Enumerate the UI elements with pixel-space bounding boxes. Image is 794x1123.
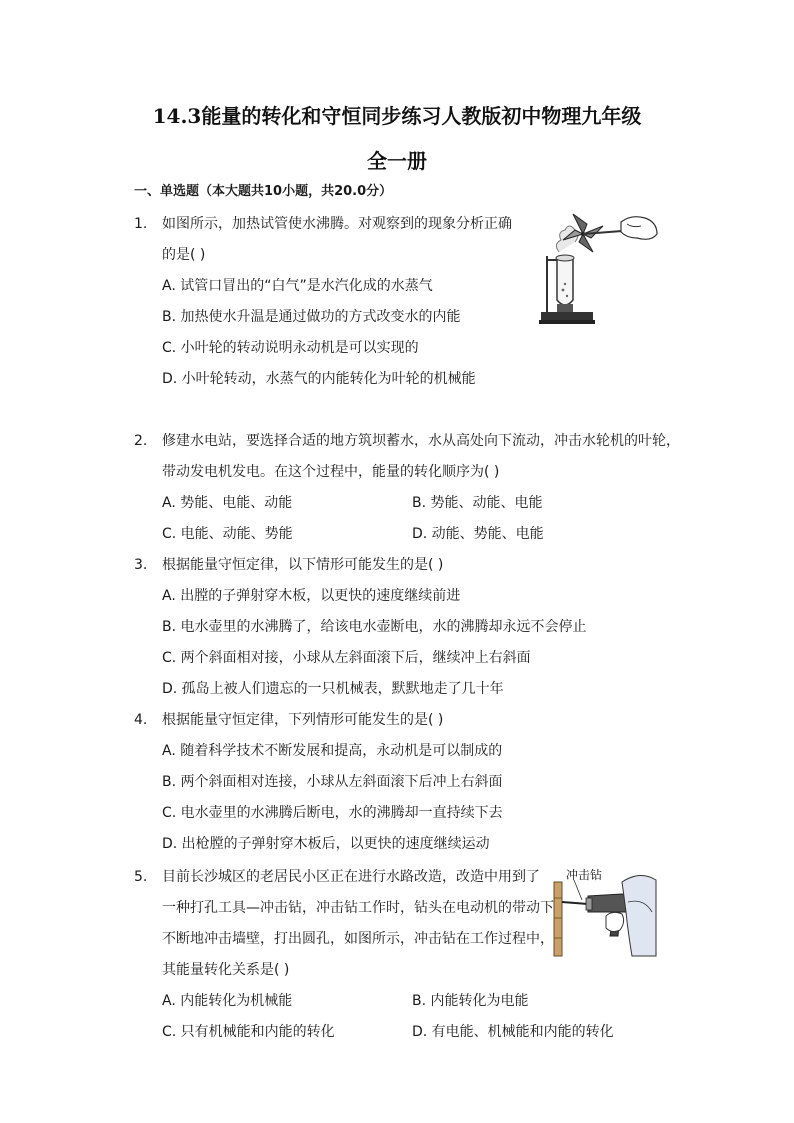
question-1-stem-line1: 如图所示，加热试管使水沸腾。对观察到的现象分析正确 xyxy=(162,216,512,232)
document-title-line1: 14.3能量的转化和守恒同步练习人教版初中物理九年级 xyxy=(152,104,642,128)
question-3-number: 3. xyxy=(134,557,148,573)
test-tube-pinwheel-figure xyxy=(535,208,660,328)
question-2-option-c: C. 电能、动能、势能 xyxy=(162,526,293,542)
section-heading: 一、单选题（本大题共10小题，共20.0分） xyxy=(134,184,393,199)
question-2-option-a: A. 势能、电能、动能 xyxy=(162,495,293,511)
question-3-stem: 根据能量守恒定律，以下情形可能发生的是( ) xyxy=(162,557,444,573)
question-4-option-b: B. 两个斜面相对连接，小球从左斜面滚下后冲上右斜面 xyxy=(162,774,503,790)
impact-drill-label: 冲击钻 xyxy=(566,868,603,882)
question-1-option-d: D. 小叶轮转动，水蒸气的内能转化为叶轮的机械能 xyxy=(162,371,476,387)
question-5-option-c: C. 只有机械能和内能的转化 xyxy=(162,1024,335,1040)
question-5-stem-line3: 不断地冲击墙壁，打出圆孔，如图所示，冲击钻在工作过程中， xyxy=(162,931,554,947)
question-1-number: 1. xyxy=(134,216,148,232)
question-3-option-b: B. 电水壶里的水沸腾了，给该电水壶断电，水的沸腾却永远不会停止 xyxy=(162,619,587,635)
question-5-number: 5. xyxy=(134,869,148,885)
question-4-option-a: A. 随着科学技术不断发展和提高，永动机是可以制成的 xyxy=(162,743,503,759)
question-3-option-a: A. 出膛的子弹射穿木板，以更快的速度继续前进 xyxy=(162,588,461,604)
document-title-line2: 全一册 xyxy=(367,149,427,173)
question-2-option-b: B. 势能、动能、电能 xyxy=(412,495,543,511)
question-2-number: 2. xyxy=(134,433,148,449)
question-5-stem-line1: 目前长沙城区的老居民小区正在进行水路改造，改造中用到了 xyxy=(162,869,540,885)
question-5-stem-line4: 其能量转化关系是( ) xyxy=(162,962,290,978)
question-1-option-c: C. 小叶轮的转动说明永动机是可以实现的 xyxy=(162,340,419,356)
question-4-stem: 根据能量守恒定律，下列情形可能发生的是( ) xyxy=(162,712,444,728)
impact-drill-figure xyxy=(548,862,658,958)
question-5-stem-line2: 一种打孔工具—冲击钻，冲击钻工作时，钻头在电动机的带动下 xyxy=(162,900,554,916)
question-1-option-b: B. 加热使水升温是通过做功的方式改变水的内能 xyxy=(162,309,461,325)
question-5-option-b: B. 内能转化为电能 xyxy=(412,993,529,1009)
question-3-option-d: D. 孤岛上被人们遗忘的一只机械表，默默地走了几十年 xyxy=(162,681,504,697)
question-1-stem-line2: 的是( ) xyxy=(162,247,206,263)
question-4-option-c: C. 电水壶里的水沸腾后断电，水的沸腾却一直持续下去 xyxy=(162,805,503,821)
question-5-option-d: D. 有电能、机械能和内能的转化 xyxy=(412,1024,614,1040)
question-4-number: 4. xyxy=(134,712,148,728)
question-2-option-d: D. 动能、势能、电能 xyxy=(412,526,544,542)
question-3-option-c: C. 两个斜面相对接，小球从左斜面滚下后，继续冲上右斜面 xyxy=(162,650,531,666)
question-4-option-d: D. 出枪膛的子弹射穿木板后，以更快的速度继续运动 xyxy=(162,836,490,852)
question-5-option-a: A. 内能转化为机械能 xyxy=(162,993,293,1009)
question-1-option-a: A. 试管口冒出的“白气”是水汽化成的水蒸气 xyxy=(162,278,433,294)
question-2-stem-line1: 修建水电站，要选择合适的地方筑坝蓄水，水从高处向下流动，冲击水轮机的叶轮， xyxy=(162,433,680,449)
impact-drill-icon xyxy=(548,862,658,958)
question-2-stem-line2: 带动发电机发电。在这个过程中，能量的转化顺序为( ) xyxy=(162,464,500,480)
